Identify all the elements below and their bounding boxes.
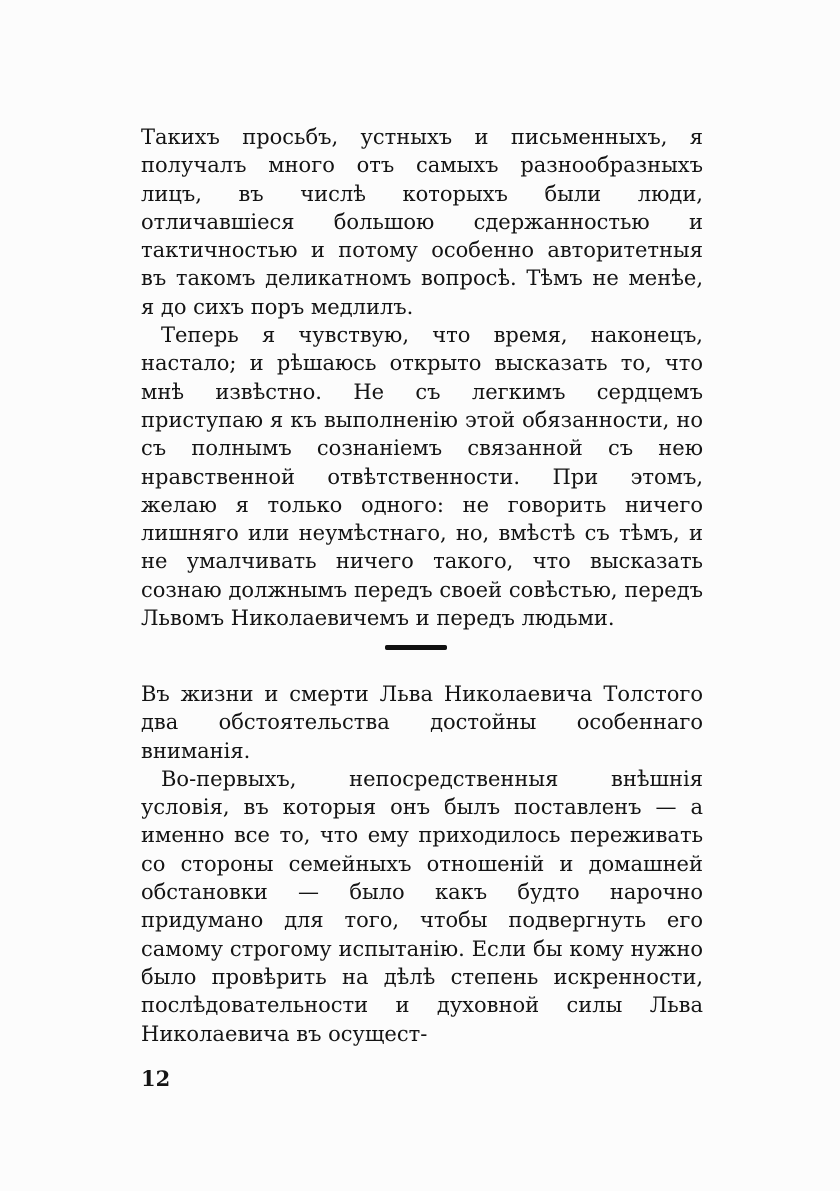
- section-divider: [385, 645, 447, 650]
- page-number: 12: [141, 1066, 171, 1091]
- paragraph: Во-первыхъ, непосредственныя внѣшнія условія, въ которыя онъ былъ поставленъ — а именно все то, что ему приходилось переживать со стороны семейныхъ отношеній и домашней обстановки — было какъ будто нарочно придумано для того, чтобы подвергнуть его самому строгому испытанію. Если бы кому нужно было провѣрить на дѣлѣ степень искренности, послѣдовательности и духовной силы Льва Николаевича въ осущест-: [141, 766, 703, 1046]
- paragraph: Такихъ просьбъ, устныхъ и письменныхъ, я получалъ много отъ самыхъ разнообразныхъ лицъ, въ числѣ которыхъ были люди, отличавшіеся большою сдержанностью и тактичностью и потому особенно авторитетныя въ такомъ деликатномъ вопросѣ. Тѣмъ не менѣе, я до сихъ поръ медлилъ.: [141, 125, 703, 319]
- text-section-1: [141, 123, 703, 632]
- text-section-2: [141, 680, 703, 1048]
- paragraph: Теперь я чувствую, что время, наконецъ, настало; и рѣшаюсь открыто высказать то, что мнѣ извѣстно. Не съ легкимъ сердцемъ приступаю я къ выполненію этой обязанности, но съ полнымъ сознаніемъ связанной съ нею нравственной отвѣтственности. При этомъ, желаю я только одного: не говорить ничего лишняго или неумѣстнаго, но, вмѣстѣ съ тѣмъ, и не умалчивать ничего такого, что высказать сознаю должнымъ передъ своей совѣстью, передъ Львомъ Николаевичемъ и передъ людьми.: [141, 323, 703, 631]
- paragraph: Въ жизни и смерти Льва Николаевича Толстого два обстоятельства достойны особеннаго вниманія.: [141, 682, 703, 763]
